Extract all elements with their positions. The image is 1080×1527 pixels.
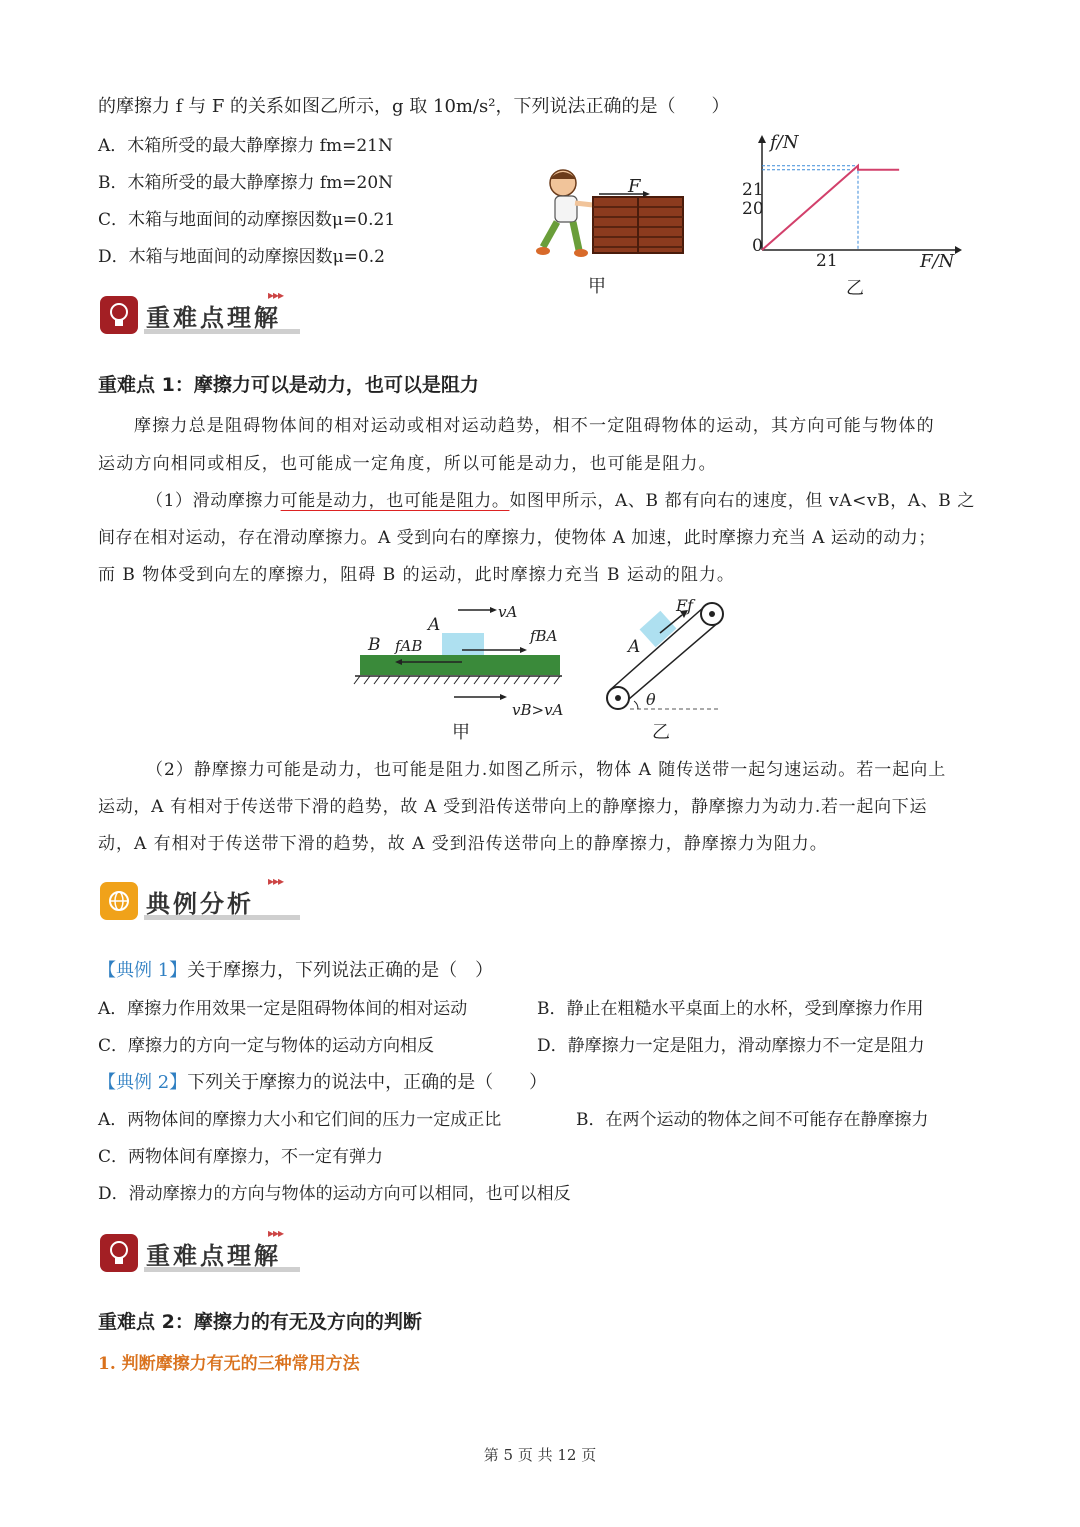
section1-para3-line1: （2）静摩擦力可能是动力，也可能是阻力.如图乙所示，物体 A 随传送带一起匀速运动。若一起向上: [146, 760, 947, 780]
option-a: A．木箱所受的最大静摩擦力 fm=21N: [98, 136, 393, 156]
boy-pushing-box-figure: [535, 165, 695, 265]
option-c: C．木箱与地面间的动摩擦因数μ=0.21: [98, 210, 396, 230]
graph-caption: 乙: [846, 278, 864, 299]
page-footer: 第 5 页 共 12 页: [483, 1446, 597, 1464]
section1-para1-line1: 摩擦力总是阻碍物体间的相对运动或相对运动趋势，相不一定阻碍物体的运动，其方向可能与物体的: [134, 416, 935, 436]
example2-option-b: B．在两个运动的物体之间不可能存在静摩擦力: [576, 1110, 929, 1130]
example2-option-c: C．两物体间有摩擦力，不一定有弹力: [98, 1147, 384, 1167]
graph-ylabel: f/N: [770, 132, 799, 153]
fig-left-label-va: vA: [498, 603, 518, 621]
section1-para2-line2: 间存在相对运动，存在滑动摩擦力。A 受到向右的摩擦力，使物体 A 加速，此时摩擦力充当 A 运动的动力；: [98, 528, 936, 548]
example2-option-d: D．滑动摩擦力的方向与物体的运动方向可以相同，也可以相反: [98, 1184, 571, 1204]
block-b: [360, 655, 560, 675]
option-b: B．木箱所受的最大静摩擦力 fm=20N: [98, 173, 394, 193]
force-label-f: F: [628, 176, 641, 197]
section1-para1-line2: 运动方向相同或相反，也可能成一定角度，所以可能是动力，也可能是阻力。: [98, 454, 717, 474]
section1-para2-line1: （1）滑动摩擦力可能是动力，也可能是阻力。如图甲所示，A、B 都有向右的速度，但 vA<vB，A、B 之: [146, 491, 976, 511]
graph-ytick-20: 20: [742, 199, 764, 219]
lightbulb-icon: [100, 296, 138, 334]
graph-xlabel: F/N: [920, 251, 955, 272]
example1-option-b: B．静止在粗糙水平桌面上的水杯，受到摩擦力作用: [537, 999, 924, 1019]
banner-key-points-1: [100, 288, 320, 336]
example1-option-c: C．摩擦力的方向一定与物体的运动方向相反: [98, 1036, 435, 1056]
graph-origin-label: 0: [752, 236, 763, 256]
question-stem-line: 的摩擦力 f 与 F 的关系如图乙所示，g 取 10m/s²，下列说法正确的是（ ）: [98, 96, 730, 117]
section2-title: 重难点 2：摩擦力的有无及方向的判断: [98, 1311, 422, 1333]
banner-text: 重难点理解: [146, 304, 281, 332]
blocks-friction-figure: [350, 600, 570, 710]
banner-text: 重难点理解: [146, 1242, 281, 1270]
banner-arrows: ▸▸▸: [268, 874, 284, 888]
banner-key-points-2: [100, 1226, 320, 1274]
example1-tag: 【典例 1】: [98, 960, 188, 981]
banner-examples: [100, 874, 320, 922]
section2-subheading: 1. 判断摩擦力有无的三种常用方法: [98, 1354, 360, 1374]
graph-ytick-21: 21: [742, 180, 764, 200]
fig-right-label-a: A: [628, 637, 641, 657]
section1-title: 重难点 1：摩擦力可以是动力，也可以是阻力: [98, 374, 479, 396]
fig-right-label-ff: Ff: [676, 596, 694, 615]
conveyor-belt-figure: [600, 595, 730, 720]
section1-para3-line2: 运动，A 有相对于传送带下滑的趋势，故 A 受到沿传送带向上的静摩擦力，静摩擦力为动力.若一起向下运: [98, 797, 928, 817]
block-a-on-belt: [640, 611, 677, 648]
fig-right-label-theta: θ: [646, 690, 656, 709]
example2-tag: 【典例 2】: [98, 1072, 188, 1093]
option-d: D．木箱与地面间的动摩擦因数μ=0.2: [98, 247, 385, 267]
fig-left-label-vb-gt-va: vB>vA: [512, 701, 564, 719]
graph-series-line: [762, 166, 899, 250]
friction-force-graph: [730, 130, 970, 270]
example2-stem: 【典例 2】下列关于摩擦力的说法中，正确的是（ ）: [98, 1072, 548, 1093]
fig-jia-caption: 甲: [588, 276, 606, 297]
banner-arrows: ▸▸▸: [268, 1226, 284, 1240]
example1-stem: 【典例 1】关于摩擦力，下列说法正确的是（ ）: [98, 960, 494, 981]
example1-option-d: D．静摩擦力一定是阻力，滑动摩擦力不一定是阻力: [537, 1036, 925, 1056]
underlined-phrase: 可能是动力，也可能是阻力。: [280, 491, 510, 511]
lightbulb-icon: [100, 1234, 138, 1272]
fig-left-label-fab: fAB: [395, 637, 423, 655]
section1-para2-line3: 而 B 物体受到向左的摩擦力，阻碍 B 的运动，此时摩擦力充当 B 运动的阻力。: [98, 565, 735, 585]
fig-left-label-b: B: [368, 635, 381, 655]
fig-left-caption: 甲: [452, 722, 470, 743]
banner-text: 典例分析: [146, 890, 254, 918]
fig-left-label-fba: fBA: [530, 627, 558, 645]
example2-option-a: A．两物体间的摩擦力大小和它们间的压力一定成正比: [98, 1110, 502, 1130]
fig-right-caption: 乙: [652, 722, 670, 743]
example1-option-a: A．摩擦力作用效果一定是阻碍物体间的相对运动: [98, 999, 468, 1019]
globe-icon: [100, 882, 138, 920]
banner-arrows: ▸▸▸: [268, 288, 284, 302]
graph-xtick-21: 21: [816, 251, 838, 271]
block-a: [442, 633, 484, 655]
fig-left-label-a: A: [428, 615, 441, 635]
section1-para3-line3: 动，A 有相对于传送带下滑的趋势，故 A 受到沿传送带向上的静摩擦力，静摩擦力为阻力。: [98, 834, 828, 854]
